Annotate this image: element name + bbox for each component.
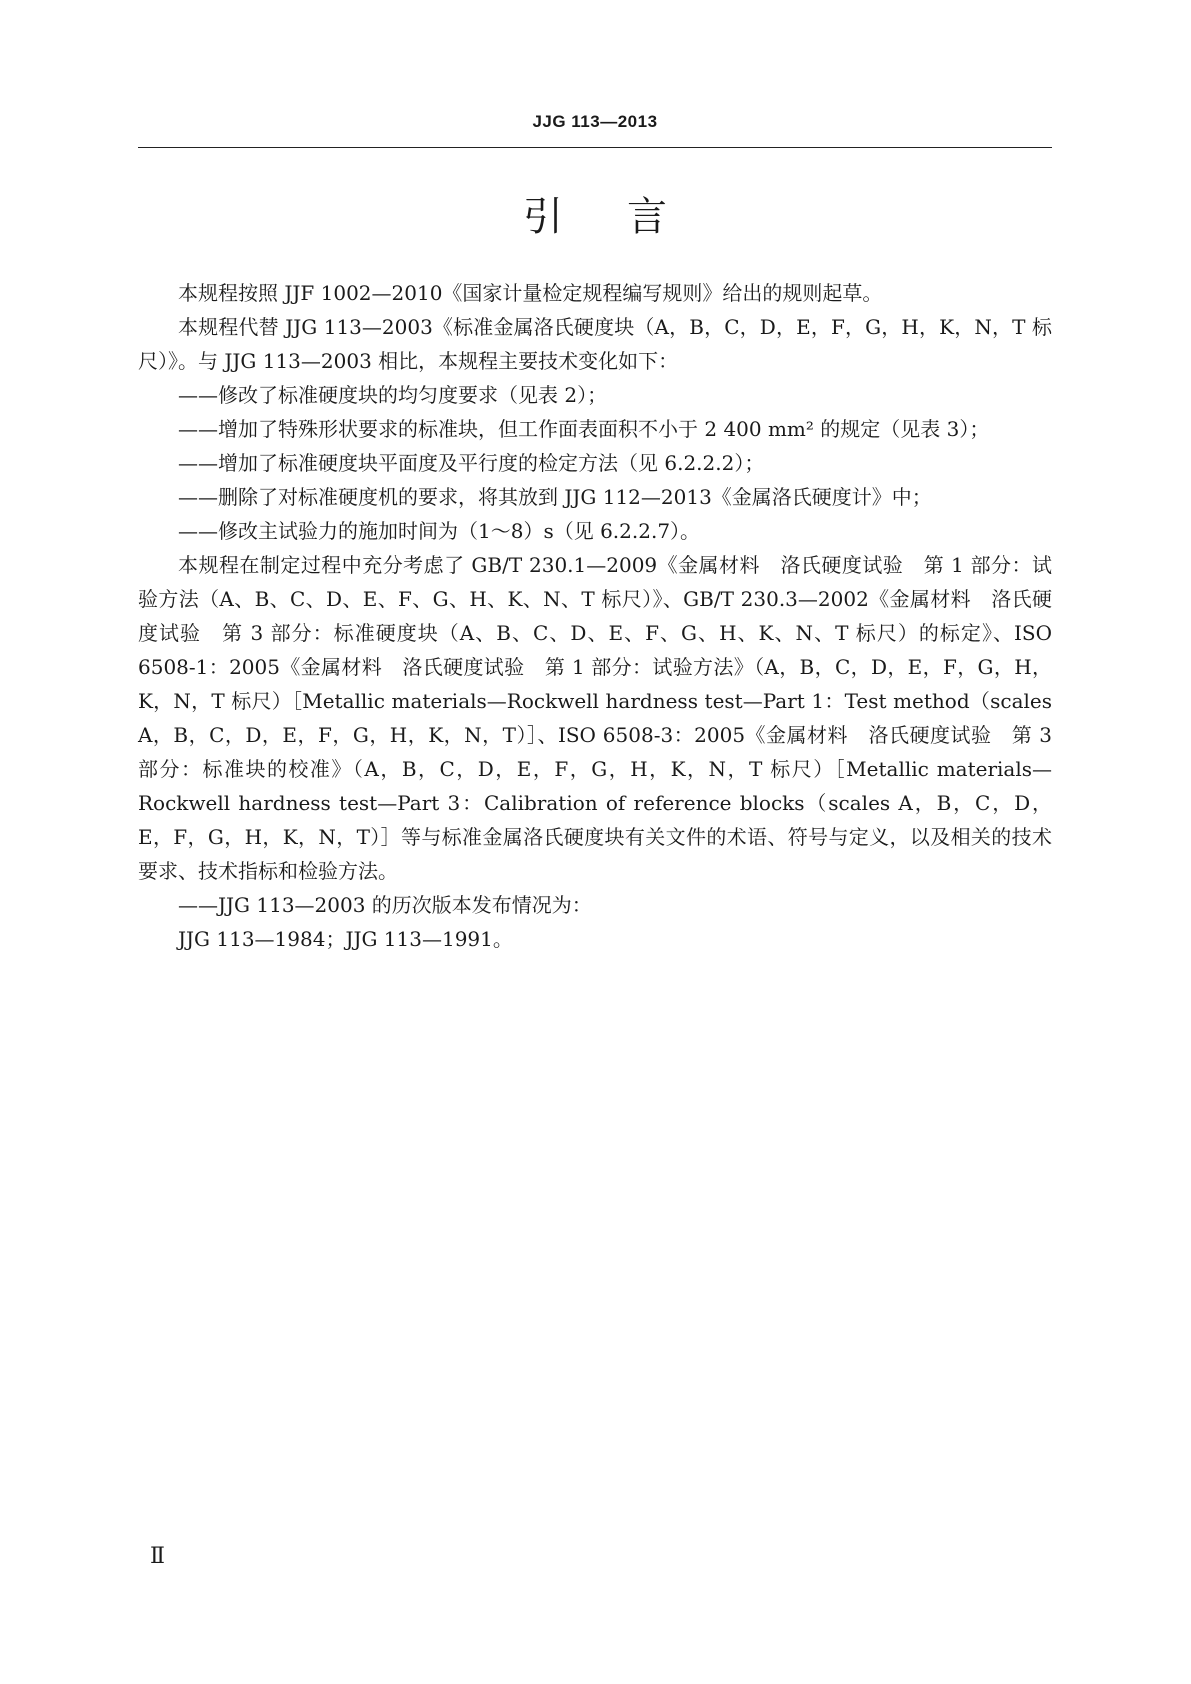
page-title-char-1: 引 (523, 194, 563, 240)
paragraph: 本规程按照 JJF 1002—2010《国家计量检定规程编写规则》给出的规则起草。 (178, 281, 883, 305)
header-rule (138, 147, 1052, 148)
foreword-body (138, 276, 1052, 956)
change-item: ——修改主试验力的施加时间为（1～8）s（见 6.2.2.7）。 (178, 519, 701, 543)
change-item: ——删除了对标准硬度机的要求，将其放到 JJG 112—2013《金属洛氏硬度计》中； (178, 485, 932, 509)
change-item: ——增加了标准硬度块平面度及平行度的检定方法（见 6.2.2.2）； (178, 451, 765, 475)
paragraph: 本规程在制定过程中充分考虑了 GB/T 230.1—2009《金属材料 洛氏硬度试验 第 1 部分：试验方法（A、B、C、D、E、F、G、H、K、N、T 标尺）》、GB/T 230.3—2002《金属材料 洛氏硬度试验 第 3 部分：标准硬度块（A、B、C、D、E、F、G、H、K、N、T 标尺）的标定》、ISO 6508-1：2005《金属材料 洛氏硬度试验 第 1 部分：试验方法》（A，B，C，D，E，F，G，H，K，N，T 标尺）［Metallic materials—Rockwell hardness test—Part 1：Test method（scales A，B，C，D，E，F，G，H，K，N，T）］、ISO 6508-3：2005《金属材料 洛氏硬度试验 第 3 部分：标准块的校准》（A，B，C，D，E，F，G，H，K，N，T 标尺）［Metallic materials—Rockwell hardness test—Part 3：Calibration of reference blocks（scales A，B，C，D，E，F，G，H，K，N，T）］等与标准金属洛氏硬度块有关文件的术语、符号与定义，以及相关的技术要求、技术指标和检验方法。 (138, 553, 1052, 883)
page-title-char-2: 言 (627, 194, 667, 240)
document-code-header: JJG 113—2013 (532, 112, 658, 131)
page-title (138, 193, 1052, 241)
paragraph: JJG 113—1984；JJG 113—1991。 (178, 927, 513, 951)
version-history-item: ——JJG 113—2003 的历次版本发布情况为： (178, 893, 592, 917)
change-item: ——增加了特殊形状要求的标准块，但工作面表面积不小于 2 400 mm² 的规定（见表 3）； (178, 417, 990, 441)
paragraph: 本规程代替 JJG 113—2003《标准金属洛氏硬度块（A，B，C，D，E，F，G，H，K，N，T 标尺）》。与 JJG 113—2003 相比，本规程主要技术变化如下： (138, 315, 1052, 373)
page-number: Ⅱ (150, 1544, 165, 1569)
change-item: ——修改了标准硬度块的均匀度要求（见表 2）； (178, 383, 608, 407)
